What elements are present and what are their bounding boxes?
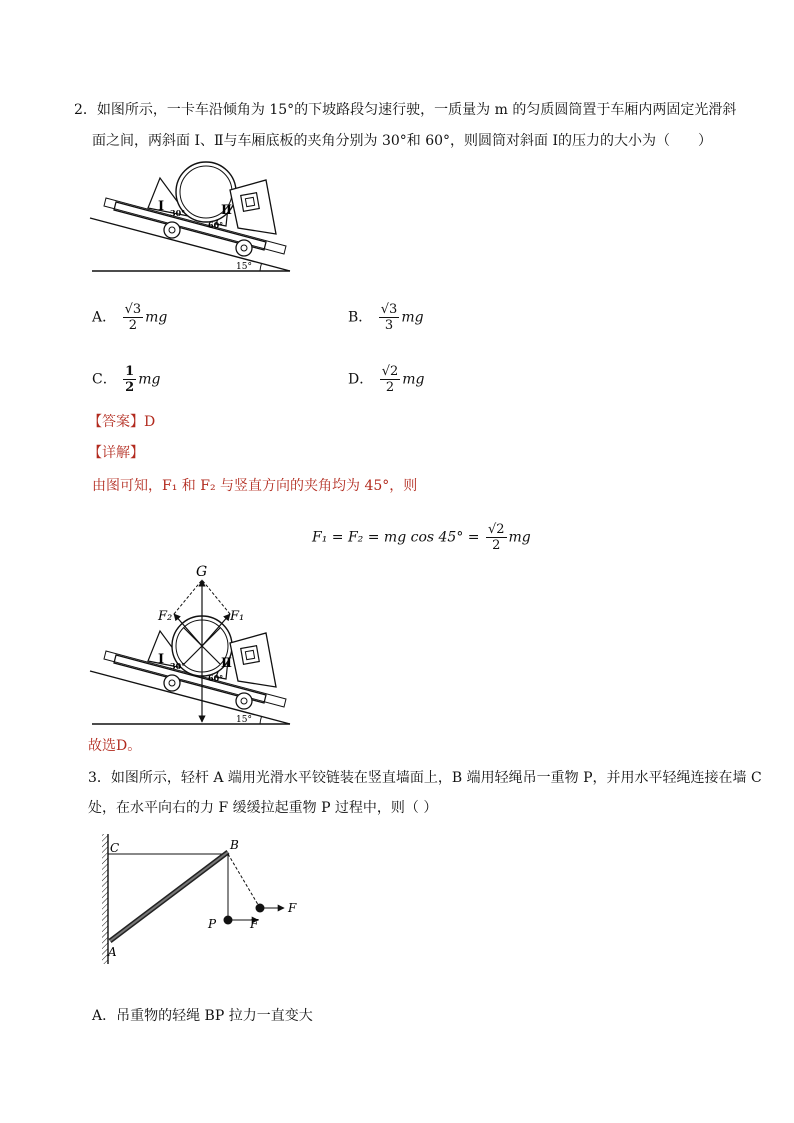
wheel-front — [236, 240, 252, 256]
angle-15-label-2: 15° — [236, 715, 252, 725]
answer-label: 【答案】 — [88, 414, 144, 430]
equation-fraction: $\frac{√2}{2}$ — [487, 522, 505, 553]
q2-stem-line1 — [74, 100, 736, 120]
option-c-fraction: $\frac{1}{2}$ — [125, 364, 135, 395]
q3-stem-line2: 处，在水平向右的力 F 缓缓拉起重物 P 过程中，则（ ） — [88, 800, 438, 816]
cab-window — [241, 193, 260, 212]
q2-answer — [88, 412, 155, 432]
option-b-letter: B． — [348, 309, 373, 326]
label-g: G — [196, 564, 208, 580]
q2-option-c[interactable]: C． $\frac{1}{2}$ mg — [92, 364, 161, 395]
answer-value: D — [144, 414, 156, 430]
q3-option-a[interactable]: A．吊重物的轻绳 BP 拉力一直变大 — [92, 1008, 313, 1024]
q2-option-d[interactable]: D． $\frac{√2}{2}$ mg — [348, 364, 425, 395]
wheel-rear — [164, 222, 180, 238]
weight-p — [224, 916, 233, 925]
q2-option-b[interactable]: B． $\frac{√3}{3}$ mg — [348, 302, 424, 333]
slope-angle-arc — [260, 264, 262, 272]
label-I: Ⅰ — [158, 199, 165, 214]
equation-left: F₁ = F₂ = mg cos 45° = — [312, 529, 480, 546]
label-f-lower: F — [250, 917, 259, 931]
weight-p-displaced — [256, 904, 265, 913]
q3-rod-figure — [96, 830, 316, 970]
q2-stem-text1: 如图所示，一卡车沿倾角为 15°的下坡路段匀速行驶，一质量为 m 的匀质圆筒置于车厢内两固定光滑斜 — [96, 102, 737, 118]
rope-displaced — [228, 854, 260, 908]
option-a-letter: A． — [92, 309, 117, 326]
option-a-fraction: $\frac{√3}{2}$ — [124, 302, 142, 333]
label-II: Ⅱ — [221, 203, 232, 218]
label-a: A — [108, 945, 117, 959]
q2-conclusion: 故选D。 — [88, 738, 142, 754]
label-f1: F₁ — [230, 609, 245, 624]
option-c-letter: C． — [92, 371, 117, 388]
q2-force-figure — [88, 562, 298, 730]
equation-tail: mg — [508, 529, 531, 546]
label-p: P — [208, 917, 217, 931]
q2-detail-text: 由图可知，F₁ 和 F₂ 与竖直方向的夹角均为 45°，则 — [92, 478, 418, 494]
angle-30-label: 30° — [170, 208, 186, 218]
label-b: B — [230, 838, 239, 852]
label-f2: F₂ — [158, 609, 173, 624]
option-d-fraction: $\frac{√2}{2}$ — [381, 364, 399, 395]
label-c: C — [110, 841, 120, 855]
q3-number: 3． — [88, 770, 111, 786]
q2-option-a[interactable]: A． $\frac{√3}{2}$ mg — [92, 302, 168, 333]
option-b-fraction: $\frac{√3}{3}$ — [380, 302, 398, 333]
angle-60-label: 60° — [208, 220, 224, 230]
option-d-letter: D． — [348, 371, 374, 388]
q2-equation — [312, 522, 531, 553]
q2-truck-figure — [88, 158, 298, 276]
svg-text:Ⅱ: Ⅱ — [221, 656, 232, 671]
q2-stem-line2: 面之间，两斜面 Ⅰ、Ⅱ与车厢底板的夹角分别为 30°和 60°，则圆筒对斜面 Ⅰ的压力的大小为（ ） — [92, 133, 713, 149]
svg-text:30°: 30° — [170, 661, 186, 671]
q3-stem-line1 — [88, 768, 762, 788]
q2-detail-label: 【详解】 — [88, 445, 144, 461]
q3-stem-text1: 如图所示，轻杆 A 端用光滑水平铰链装在竖直墙面上，B 端用轻绳吊一重物 P，并用水平轻绳连接在墙 C — [110, 770, 762, 786]
label-f-upper: F — [288, 901, 297, 915]
svg-text:60°: 60° — [208, 673, 224, 683]
q2-number: 2． — [74, 102, 97, 118]
angle-15-label: 15° — [236, 262, 252, 272]
svg-text:Ⅰ: Ⅰ — [158, 652, 165, 667]
